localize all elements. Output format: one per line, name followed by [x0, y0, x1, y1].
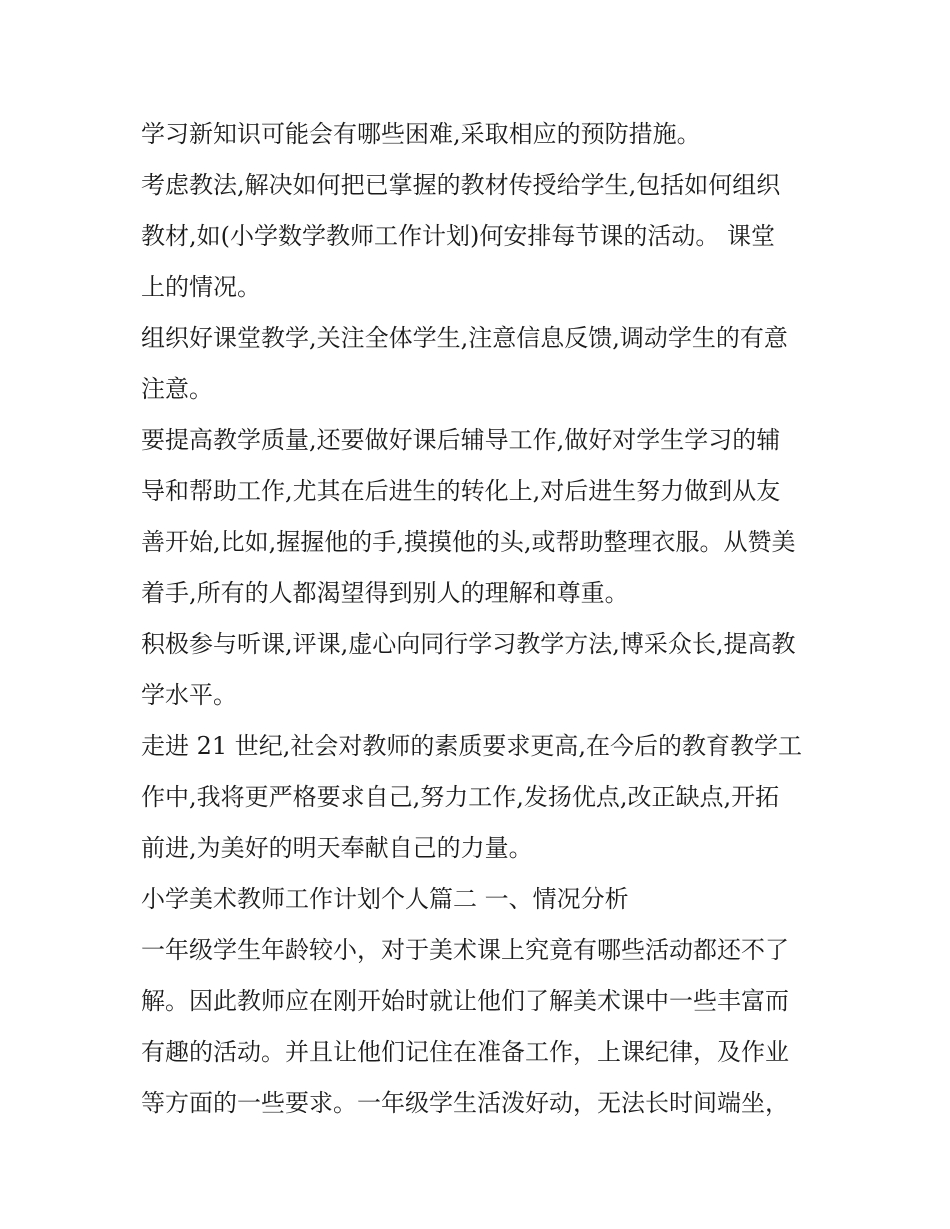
- text-line: 有趣的活动。并且让他们记住在准备工作，上课纪律，及作业: [141, 1038, 789, 1066]
- text-line: 走进 21 世纪,社会对教师的素质要求更高,在今后的教育教学工: [141, 732, 803, 760]
- text-line: 要提高教学质量,还要做好课后辅导工作,做好对学生学习的辅: [141, 426, 781, 454]
- text-line: 着手,所有的人都渴望得到别人的理解和尊重。: [141, 579, 629, 607]
- text-line: 一年级学生年龄较小，对于美术课上究竟有哪些活动都还不了: [141, 936, 789, 964]
- text-line: 上的情况。: [141, 273, 261, 301]
- text-line: 解。因此教师应在刚开始时就让他们了解美术课中一些丰富而: [141, 987, 789, 1015]
- text-line: 学水平。: [141, 681, 237, 709]
- text-line: 组织好课堂教学,关注全体学生,注意信息反馈,调动学生的有意: [141, 324, 788, 352]
- text-line: 注意。: [141, 375, 213, 403]
- text-line: 前进,为美好的明天奉献自己的力量。: [141, 834, 533, 862]
- text-line: 教材,如(小学数学教师工作计划)何安排每节课的活动。 课堂: [141, 222, 775, 250]
- text-line: 等方面的一些要求。一年级学生活泼好动，无法长时间端坐，: [141, 1089, 789, 1117]
- text-line: 考虑教法,解决如何把已掌握的教材传授给学生,包括如何组织: [141, 171, 781, 199]
- text-line: 学习新知识可能会有哪些困难,采取相应的预防措施。: [141, 120, 701, 148]
- text-line: 积极参与听课,评课,虚心向同行学习教学方法,博采众长,提高教: [141, 630, 796, 658]
- body-text: [141, 109, 821, 1129]
- text-line: 善开始,比如,握握他的手,摸摸他的头,或帮助整理衣服。从赞美: [141, 528, 796, 556]
- section-heading: 小学美术教师工作计划个人篇二 一、情况分析: [141, 885, 629, 913]
- text-line: 作中,我将更严格要求自己,努力工作,发扬优点,改正缺点,开拓: [141, 783, 780, 811]
- text-line: 导和帮助工作,尤其在后进生的转化上,对后进生努力做到从友: [141, 477, 781, 505]
